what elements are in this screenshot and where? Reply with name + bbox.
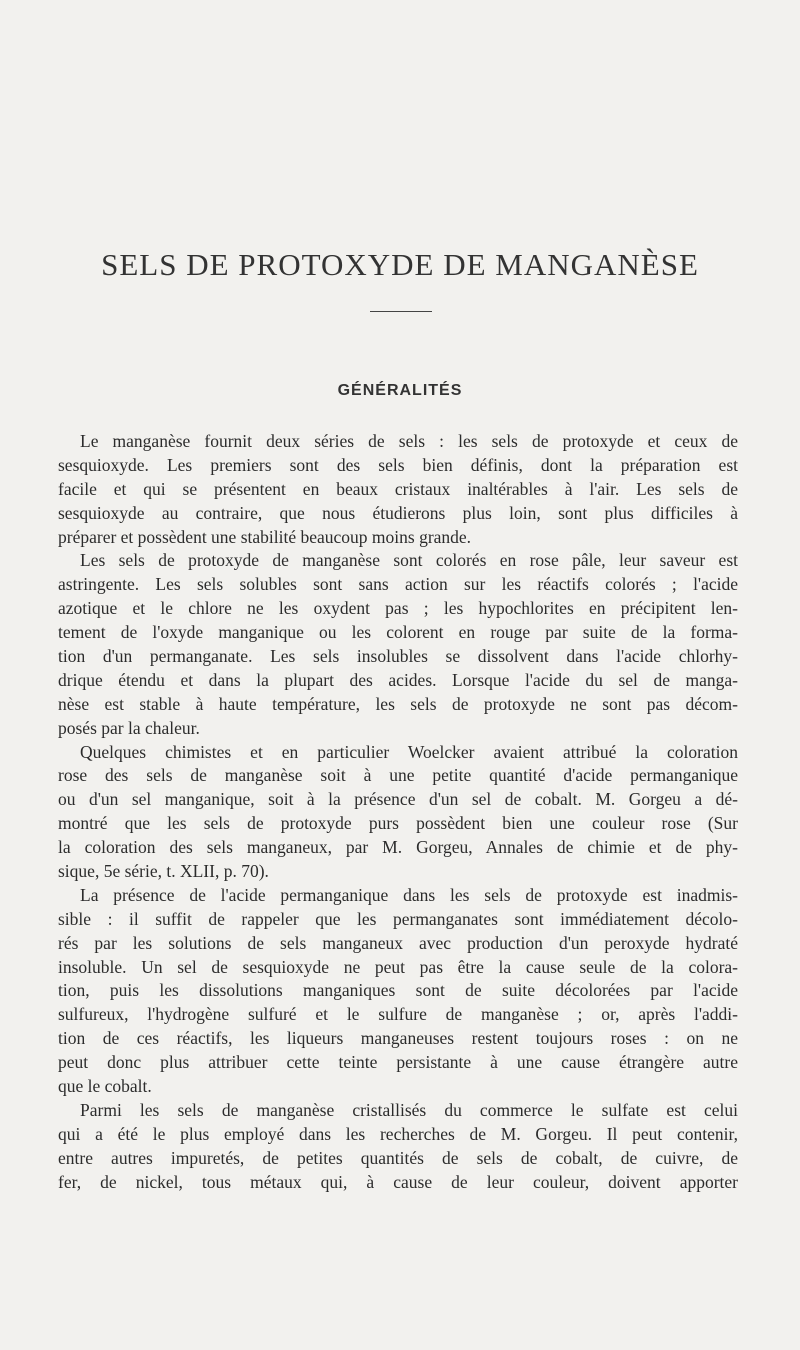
body-text bbox=[58, 430, 738, 1195]
text-line: fer, de nickel, tous métaux qui, à cause de leur couleur, doivent apporter bbox=[58, 1171, 738, 1192]
text-line: rés par les solutions de sels manganeux avec production d'un peroxyde hydraté bbox=[58, 932, 738, 953]
text-line: posés par la chaleur. bbox=[58, 717, 200, 738]
text-line: sesquioxyde. Les premiers sont des sels bien définis, dont la préparation est bbox=[58, 454, 738, 475]
page-title: SELS DE PROTOXYDE DE MANGANÈSE bbox=[101, 246, 699, 282]
text-line: que le cobalt. bbox=[58, 1076, 152, 1097]
title-divider bbox=[370, 311, 432, 312]
text-line: sulfureux, l'hydrogène sulfuré et le sulfure de manganèse ; or, après l'addi- bbox=[58, 1004, 738, 1025]
section-heading: GÉNÉRALITÉS bbox=[337, 382, 463, 399]
text-line: tion, puis les dissolutions manganiques sont de suite décolorées par l'acide bbox=[58, 980, 738, 1001]
text-line: entre autres impuretés, de petites quantités de sels de cobalt, de cuivre, de bbox=[58, 1147, 738, 1168]
text-line: préparer et possèdent une stabilité beaucoup moins grande. bbox=[58, 526, 472, 547]
text-line: drique étendu et dans la plupart des acides. Lorsque l'acide du sel de manga- bbox=[58, 669, 738, 690]
text-line: Quelques chimistes et en particulier Woelcker avaient attribué la coloration bbox=[80, 741, 738, 762]
text-line: insoluble. Un sel de sesquioxyde ne peut pas être la cause seule de la colora- bbox=[58, 956, 738, 977]
text-line: Les sels de protoxyde de manganèse sont colorés en rose pâle, leur saveur est bbox=[80, 550, 738, 571]
text-line: sesquioxyde au contraire, que nous étudierons plus loin, sont plus difficiles à bbox=[58, 502, 738, 523]
text-line: La présence de l'acide permanganique dans les sels de protoxyde est inadmis- bbox=[80, 884, 738, 905]
text-line: tement de l'oxyde manganique ou les colorent en rouge par suite de la forma- bbox=[58, 622, 738, 643]
text-line: Parmi les sels de manganèse cristallisés du commerce le sulfate est celui bbox=[80, 1099, 738, 1120]
text-line: sique, 5e série, t. XLII, p. 70). bbox=[58, 861, 269, 882]
text-line: astringente. Les sels solubles sont sans action sur les réactifs colorés ; l'acide bbox=[58, 574, 738, 595]
text-line: facile et qui se présentent en beaux cristaux inaltérables à l'air. Les sels de bbox=[58, 478, 738, 499]
text-line: tion de ces réactifs, les liqueurs manganeuses restent toujours roses : on ne bbox=[58, 1028, 738, 1049]
text-line: Le manganèse fournit deux séries de sels : les sels de protoxyde et ceux de bbox=[80, 431, 738, 451]
text-line: ou d'un sel manganique, soit à la présence d'un sel de cobalt. M. Gorgeu a dé- bbox=[58, 789, 738, 810]
text-line: tion d'un permanganate. Les sels insolubles se dissolvent dans l'acide chlorhy- bbox=[58, 646, 738, 667]
text-line: nèse est stable à haute température, les sels de protoxyde ne sont pas décom- bbox=[58, 693, 738, 714]
text-line: rose des sels de manganèse soit à une petite quantité d'acide permanganique bbox=[58, 765, 738, 786]
text-line: sible : il suffit de rappeler que les permanganates sont immédiatement décolo- bbox=[58, 908, 738, 929]
text-line: montré que les sels de protoxyde purs possèdent bien une couleur rose (Sur bbox=[58, 813, 738, 834]
text-line: qui a été le plus employé dans les recherches de M. Gorgeu. Il peut contenir, bbox=[58, 1123, 738, 1144]
text-line: azotique et le chlore ne les oxydent pas ; les hypochlorites en précipitent len- bbox=[58, 598, 738, 619]
text-line: la coloration des sels manganeux, par M. Gorgeu, Annales de chimie et de phy- bbox=[58, 837, 738, 858]
text-line: peut donc plus attribuer cette teinte persistante à une cause étrangère autre bbox=[58, 1052, 738, 1073]
